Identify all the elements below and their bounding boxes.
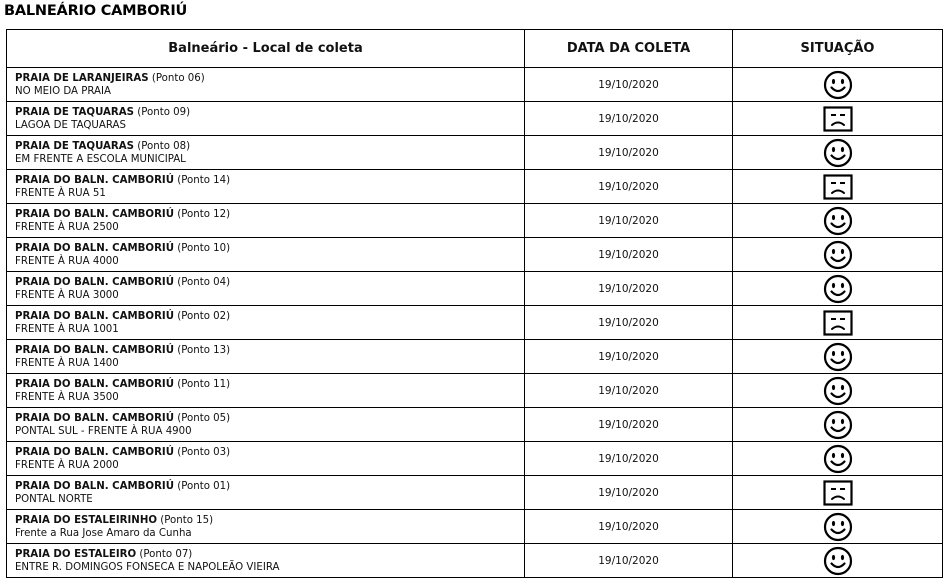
point-label: (Ponto 07) (139, 548, 193, 560)
status-cell (733, 476, 943, 510)
collection-date: 19/10/2020 (525, 340, 733, 374)
page-title: BALNEÁRIO CAMBORIÚ (4, 3, 188, 19)
location-title (15, 514, 524, 527)
point-label: (Ponto 14) (177, 174, 231, 186)
location-detail: NO MEIO DA PRAIA (15, 85, 111, 97)
beach-name: PRAIA DO BALN. CAMBORIÚ (15, 344, 174, 356)
location-title (15, 344, 524, 357)
point-label: (Ponto 11) (177, 378, 231, 390)
beach-name: PRAIA DE TAQUARAS (15, 140, 134, 152)
location-detail: PONTAL NORTE (15, 493, 93, 505)
location-cell (7, 136, 525, 170)
location-title (15, 548, 524, 561)
status-cell (733, 408, 943, 442)
table-row (7, 476, 943, 510)
point-label: (Ponto 10) (177, 242, 231, 254)
location-detail: PONTAL SUL - FRENTE À RUA 4900 (15, 425, 192, 437)
beach-name: PRAIA DO BALN. CAMBORIÚ (15, 378, 174, 390)
smiley-face-icon (823, 512, 853, 542)
header-date: DATA DA COLETA (525, 30, 733, 68)
location-cell (7, 306, 525, 340)
location-title (15, 446, 524, 459)
collection-date: 19/10/2020 (525, 408, 733, 442)
status-cell (733, 272, 943, 306)
table-row (7, 306, 943, 340)
smiley-face-icon (823, 410, 853, 440)
location-title (15, 276, 524, 289)
status-cell (733, 544, 943, 578)
location-detail: FRENTE À RUA 51 (15, 187, 106, 199)
location-title (15, 480, 524, 493)
table-row (7, 68, 943, 102)
status-cell (733, 136, 943, 170)
collection-date: 19/10/2020 (525, 68, 733, 102)
smiley-face-icon (823, 138, 853, 168)
beach-name: PRAIA DO BALN. CAMBORIÚ (15, 174, 174, 186)
beach-name: PRAIA DE TAQUARAS (15, 106, 134, 118)
status-cell (733, 510, 943, 544)
smiley-face-icon (823, 376, 853, 406)
point-label: (Ponto 01) (177, 480, 231, 492)
location-cell (7, 374, 525, 408)
point-label: (Ponto 15) (160, 514, 214, 526)
table-row (7, 170, 943, 204)
location-detail: FRENTE À RUA 1001 (15, 323, 119, 335)
location-title (15, 242, 524, 255)
location-cell (7, 170, 525, 204)
sad-face-icon (823, 480, 853, 506)
location-detail: ENTRE R. DOMINGOS FONSECA E NAPOLEÃO VIEIRA (15, 561, 280, 573)
location-title (15, 310, 524, 323)
status-cell (733, 340, 943, 374)
beach-name: PRAIA DE LARANJEIRAS (15, 72, 149, 84)
table-header-row (7, 30, 943, 68)
collection-date: 19/10/2020 (525, 476, 733, 510)
location-detail: FRENTE À RUA 3500 (15, 391, 119, 403)
smiley-face-icon (823, 546, 853, 576)
table-row (7, 238, 943, 272)
smiley-face-icon (823, 444, 853, 474)
location-title (15, 106, 524, 119)
sad-face-icon (823, 310, 853, 336)
table-row (7, 136, 943, 170)
table-row (7, 204, 943, 238)
table-row (7, 374, 943, 408)
location-detail: FRENTE À RUA 4000 (15, 255, 119, 267)
location-title (15, 72, 524, 85)
point-label: (Ponto 09) (137, 106, 191, 118)
smiley-face-icon (823, 206, 853, 236)
location-cell (7, 238, 525, 272)
location-detail: FRENTE À RUA 2000 (15, 459, 119, 471)
location-title (15, 208, 524, 221)
collection-date: 19/10/2020 (525, 544, 733, 578)
beach-name: PRAIA DO ESTALEIRINHO (15, 514, 158, 526)
water-quality-table (6, 29, 943, 578)
table-row (7, 272, 943, 306)
point-label: (Ponto 04) (177, 276, 231, 288)
header-location: Balneário - Local de coleta (7, 30, 525, 68)
beach-name: PRAIA DO BALN. CAMBORIÚ (15, 480, 174, 492)
point-label: (Ponto 13) (177, 344, 231, 356)
location-detail: FRENTE À RUA 3000 (15, 289, 119, 301)
smiley-face-icon (823, 70, 853, 100)
collection-date: 19/10/2020 (525, 170, 733, 204)
location-cell (7, 272, 525, 306)
point-label: (Ponto 02) (177, 310, 231, 322)
location-cell (7, 476, 525, 510)
collection-date: 19/10/2020 (525, 510, 733, 544)
status-cell (733, 306, 943, 340)
location-cell (7, 102, 525, 136)
location-cell (7, 204, 525, 238)
status-cell (733, 68, 943, 102)
point-label: (Ponto 08) (137, 140, 191, 152)
beach-name: PRAIA DO BALN. CAMBORIÚ (15, 446, 174, 458)
smiley-face-icon (823, 342, 853, 372)
location-cell (7, 442, 525, 476)
location-cell (7, 510, 525, 544)
location-detail: Frente a Rua Jose Amaro da Cunha (15, 527, 192, 539)
smiley-face-icon (823, 240, 853, 270)
location-cell (7, 408, 525, 442)
location-cell (7, 340, 525, 374)
table-body (7, 68, 943, 578)
table-row (7, 442, 943, 476)
status-cell (733, 102, 943, 136)
status-cell (733, 374, 943, 408)
collection-date: 19/10/2020 (525, 204, 733, 238)
table-row (7, 102, 943, 136)
beach-name: PRAIA DO BALN. CAMBORIÚ (15, 276, 174, 288)
status-cell (733, 170, 943, 204)
table-row (7, 510, 943, 544)
location-title (15, 412, 524, 425)
collection-date: 19/10/2020 (525, 374, 733, 408)
collection-date: 19/10/2020 (525, 306, 733, 340)
location-title (15, 378, 524, 391)
point-label: (Ponto 03) (177, 446, 231, 458)
collection-date: 19/10/2020 (525, 102, 733, 136)
beach-name: PRAIA DO ESTALEIRO (15, 548, 137, 560)
status-cell (733, 204, 943, 238)
table-row (7, 340, 943, 374)
collection-date: 19/10/2020 (525, 272, 733, 306)
table-row (7, 408, 943, 442)
location-detail: FRENTE À RUA 2500 (15, 221, 119, 233)
collection-date: 19/10/2020 (525, 238, 733, 272)
status-cell (733, 238, 943, 272)
location-title (15, 140, 524, 153)
location-detail: EM FRENTE A ESCOLA MUNICIPAL (15, 153, 186, 165)
beach-name: PRAIA DO BALN. CAMBORIÚ (15, 310, 174, 322)
collection-date: 19/10/2020 (525, 136, 733, 170)
header-status: SITUAÇÃO (733, 30, 943, 68)
location-title (15, 174, 524, 187)
collection-date: 19/10/2020 (525, 442, 733, 476)
location-detail: LAGOA DE TAQUARAS (15, 119, 126, 131)
location-detail: FRENTE À RUA 1400 (15, 357, 119, 369)
table-row (7, 544, 943, 578)
location-cell (7, 544, 525, 578)
smiley-face-icon (823, 274, 853, 304)
status-cell (733, 442, 943, 476)
beach-name: PRAIA DO BALN. CAMBORIÚ (15, 208, 174, 220)
beach-name: PRAIA DO BALN. CAMBORIÚ (15, 412, 174, 424)
sad-face-icon (823, 106, 853, 132)
point-label: (Ponto 12) (177, 208, 231, 220)
point-label: (Ponto 05) (177, 412, 231, 424)
point-label: (Ponto 06) (151, 72, 205, 84)
sad-face-icon (823, 174, 853, 200)
beach-name: PRAIA DO BALN. CAMBORIÚ (15, 242, 174, 254)
location-cell (7, 68, 525, 102)
